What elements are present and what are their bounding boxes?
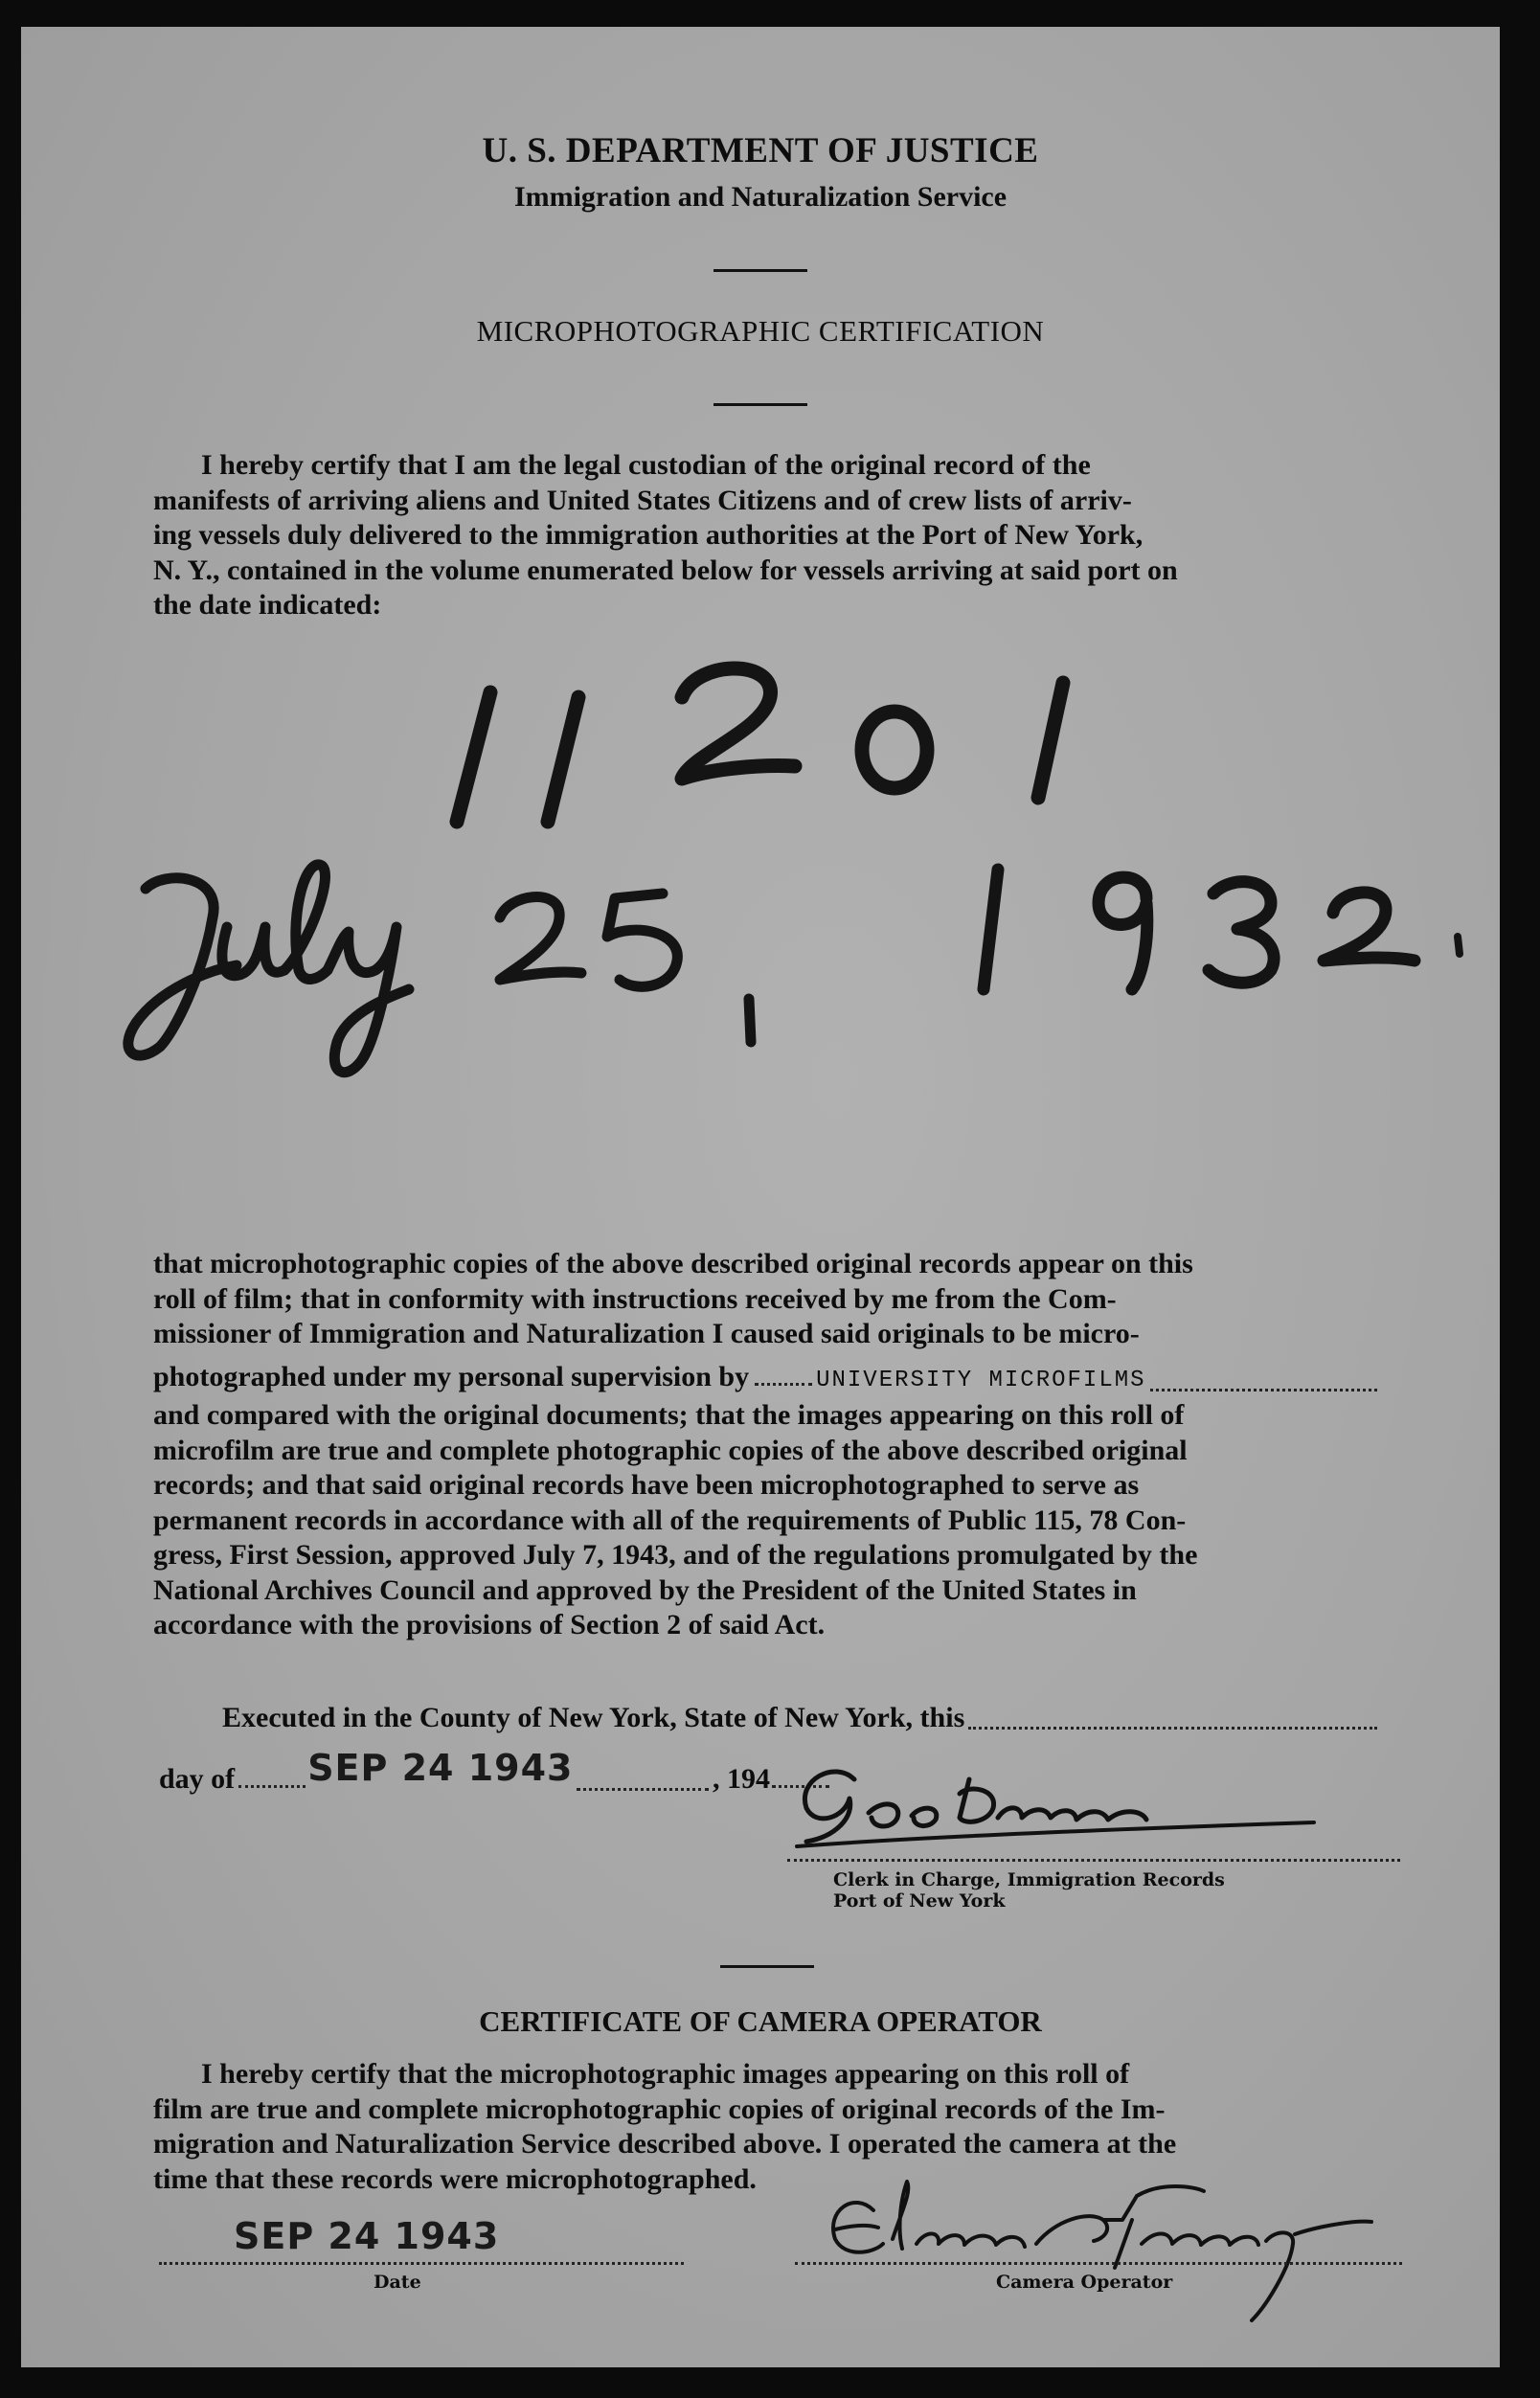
dotted-leader <box>238 1785 306 1788</box>
date-line <box>159 2262 684 2265</box>
dotted-leader <box>1150 1389 1377 1391</box>
body-line: accordance with the provisions of Section 2 of said Act. <box>153 1609 826 1640</box>
clerk-signature <box>778 1741 1352 1866</box>
body-paragraph <box>153 1247 1381 1643</box>
operator-signature-line <box>795 2262 1402 2265</box>
clerk-title-line: Port of New York <box>833 1890 1006 1912</box>
camera-operator-label: Camera Operator <box>996 2272 1173 2293</box>
operator-line: migration and Naturalization Service described above. I operated the camera at the <box>153 2128 1177 2160</box>
handwritten-date <box>21 27 1500 1176</box>
body-line: and compared with the original documents; that the images appearing on this roll of <box>153 1399 1185 1431</box>
dotted-leader <box>755 1383 812 1386</box>
operator-date-stamp: SEP 24 1943 <box>234 2215 500 2257</box>
operator-line: time that these records were microphotographed. <box>153 2162 757 2195</box>
certificate-sheet <box>21 27 1500 2367</box>
camera-operator-title: CERTIFICATE OF CAMERA OPERATOR <box>479 2004 1042 2038</box>
supervision-line <box>153 1360 1381 1399</box>
certification-title: MICROPHOTOGRAPHIC CERTIFICATION <box>476 314 1045 348</box>
date-stamp: SEP 24 1943 <box>307 1747 574 1789</box>
clerk-title-line: Clerk in Charge, Immigration Records <box>833 1869 1225 1890</box>
service-subheading: Immigration and Naturalization Service <box>513 181 1008 213</box>
divider <box>720 1965 814 1968</box>
date-label: Date <box>374 2272 421 2293</box>
day-of-line <box>159 1747 829 1798</box>
body-line: that microphotographic copies of the above described original records appear on this <box>153 1248 1193 1279</box>
body-line: roll of film; that in conformity with instructions received by me from the Com- <box>153 1282 1117 1315</box>
supervision-prefix: photographed under my personal supervision by <box>153 1360 750 1392</box>
intro-line: I hereby certify that I am the legal custodian of the original record of the <box>201 449 1091 481</box>
executed-text: Executed in the County of New York, State of New York, this <box>222 1702 965 1733</box>
body-line: permanent records in accordance with all of the requirements of Public 115, 78 Con- <box>153 1504 1187 1536</box>
microfilm-company: UNIVERSITY MICROFILMS <box>816 1367 1146 1393</box>
year-prefix: , 194 <box>713 1763 770 1795</box>
signature-line <box>787 1859 1400 1862</box>
intro-line: manifests of arriving aliens and United States Citizens and of crew lists of arriv- <box>153 484 1132 516</box>
dotted-leader <box>577 1788 709 1791</box>
body-line: gress, First Session, approved July 7, 1943, and of the regulations promulgated by the <box>153 1539 1198 1571</box>
operator-line: I hereby certify that the microphotographic images appearing on this roll of <box>201 2058 1130 2090</box>
camera-operator-signature <box>816 2153 1429 2335</box>
intro-line: ing vessels duly delivered to the immigration authorities at the Port of New York, <box>153 519 1144 551</box>
intro-line: N. Y., contained in the volume enumerated below for vessels arriving at said port on <box>153 554 1178 586</box>
clerk-title <box>833 1869 1225 1912</box>
executed-line <box>222 1701 1381 1736</box>
body-line: National Archives Council and approved by the President of the United States in <box>153 1573 1137 1606</box>
body-line: microfilm are true and complete photographic copies of the above described original <box>153 1434 1188 1466</box>
body-line: missioner of Immigration and Naturalization I caused said originals to be micro- <box>153 1318 1140 1349</box>
body-line: records; and that said original records have been microphotographed to serve as <box>153 1469 1140 1501</box>
operator-line: film are true and complete microphotographic copies of original records of the Im- <box>153 2093 1166 2125</box>
day-of-label: day of <box>159 1763 236 1795</box>
dotted-leader <box>968 1727 1377 1730</box>
intro-line: the date indicated: <box>153 589 382 621</box>
department-heading: U. S. DEPARTMENT OF JUSTICE <box>482 131 1039 170</box>
